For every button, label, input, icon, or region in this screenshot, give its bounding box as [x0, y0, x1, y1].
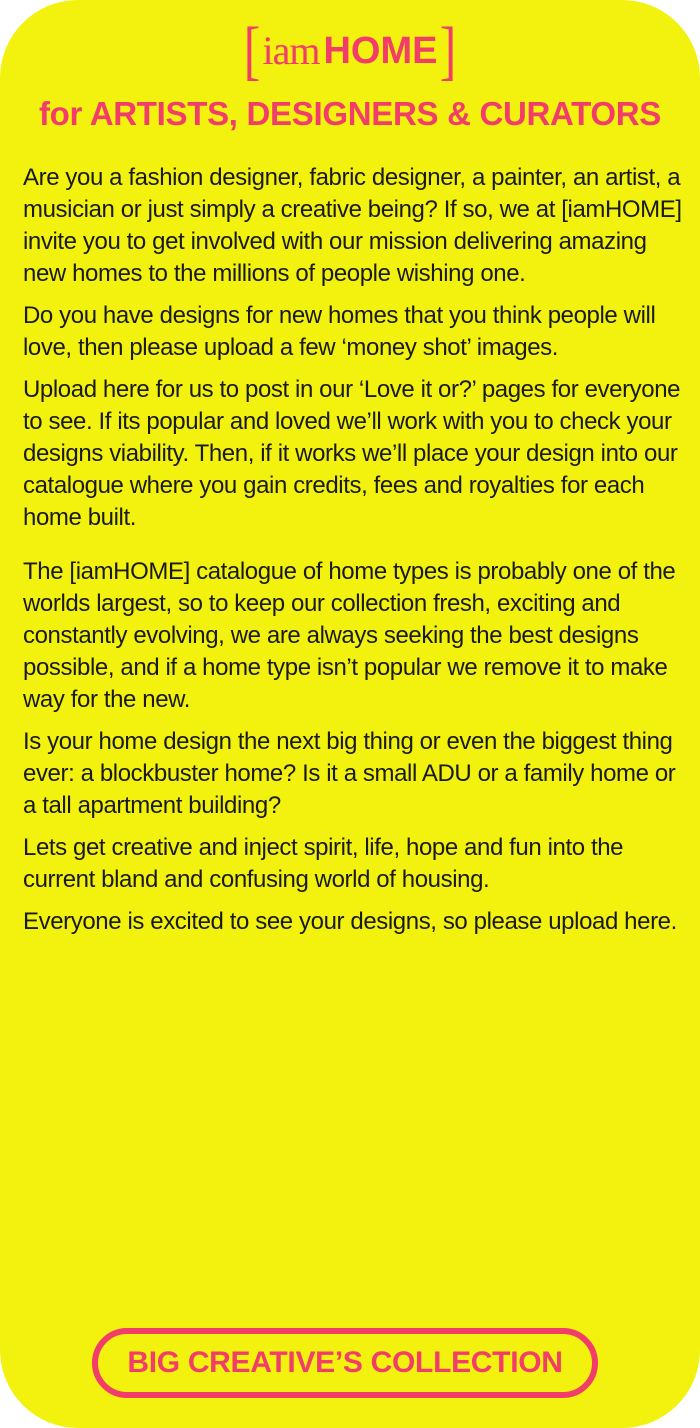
iamhome-logo[interactable]: [0, 14, 700, 87]
paragraph-catalogue: The [iamHOME] catalogue of home types is probably one of the worlds largest, so to keep our collection fresh, exciting and constantly evolving, we are always seeking the best designs possible, and if a home type isn’t popular we remove it to make way for the new.: [23, 558, 676, 713]
logo-iam-text: iam: [262, 28, 320, 73]
paragraph-upload: Upload here for us to post in our ‘Love it or?’ pages for everyone to see. If its popular and loved we’ll work with you to check your designs viability. Then, if it works we’ll place your design into our catalogue where you gain credits, fees and royalties for each home built.: [23, 376, 681, 531]
body-text: [23, 162, 689, 948]
page-headline: for ARTISTS, DESIGNERS & CURATORS: [38, 95, 662, 132]
paragraph-intro: Are you a fashion designer, fabric designer, a painter, an artist, a musician or just simply a creative being? If so, we at [iamHOME] invite you to get involved with our mission delivering amazing new homes to the millions of people wishing one.: [23, 164, 682, 287]
logo-home-text: HOME: [323, 30, 438, 72]
paragraph-get-creative: Lets get creative and inject spirit, life, hope and fun into the current bland and confusing world of housing.: [23, 834, 624, 893]
logo-bracket-close: ]: [440, 14, 457, 87]
paragraph-designs: Do you have designs for new homes that you think people will love, then please upload a few ‘money shot’ images.: [23, 302, 656, 361]
logo-bracket-open: [: [243, 14, 260, 87]
paragraph-upload-here: Everyone is excited to see your designs, so please upload here.: [23, 908, 677, 935]
big-creatives-collection-button[interactable]: BIG CREATIVE’S COLLECTION: [92, 1328, 598, 1398]
paragraph-next-big-thing: Is your home design the next big thing or even the biggest thing ever: a blockbuster home? Is it a small ADU or a family home or a tall apartment building?: [23, 728, 676, 819]
